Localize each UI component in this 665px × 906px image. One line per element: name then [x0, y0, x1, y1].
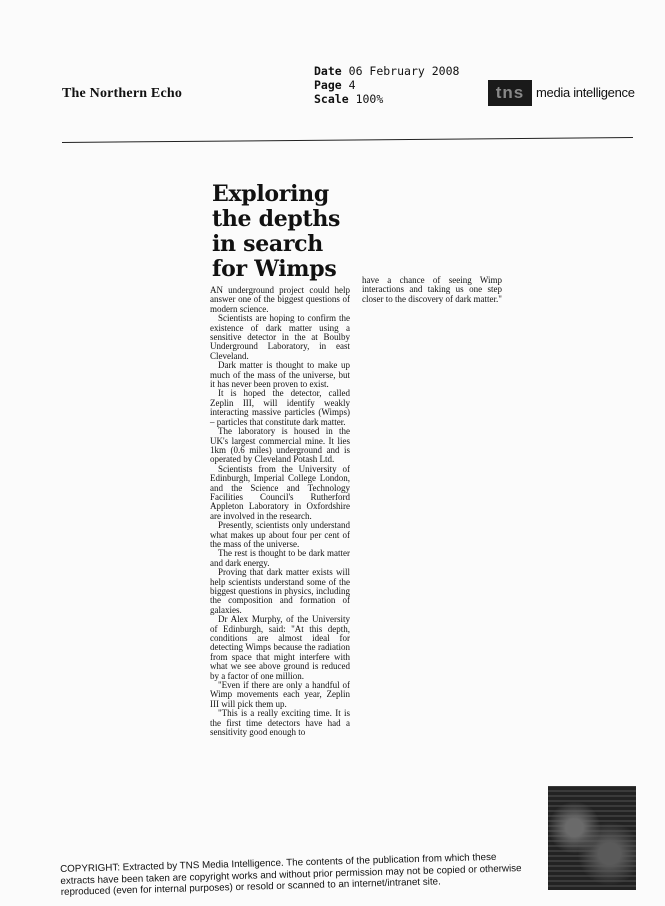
article-headline [212, 182, 372, 282]
tns-logo-text: media intelligence [536, 85, 635, 100]
article-paragraph: The laboratory is housed in the UK's largest commercial mine. It lies 1km (0.6 miles) underground and is operated by Cleveland Potash Ltd. [210, 426, 350, 465]
headline-line: the depths [212, 206, 341, 232]
scale-value: 100% [355, 92, 384, 106]
article-paragraph: have a chance of seeing Wimp interactions and taking us one step closer to the discovery of dark matter." [362, 275, 502, 304]
article-paragraph: Presently, scientists only understand what makes up about four per cent of the mass of the universe. [210, 520, 350, 549]
headline-line: for Wimps [212, 256, 337, 282]
scale-line: Scale 100% [314, 92, 384, 106]
page-line: Page 4 [314, 78, 356, 92]
tns-logo [488, 76, 633, 108]
tns-logo-mark: tns [488, 80, 532, 106]
article-paragraph: "This is a really exciting time. It is the first time detectors have had a sensitivity good enough to [210, 708, 350, 738]
article-column-1 [210, 286, 350, 738]
article-paragraph: Dr Alex Murphy, of the University of Edinburgh, said: "At this depth, conditions are almost ideal for detecting Wimps because the radiation from space that might interfere with what we see above ground is reduced by a factor of one million. [210, 614, 350, 681]
article-paragraph: The rest is thought to be dark matter and dark energy. [210, 548, 350, 568]
article-paragraph: "Even if there are only a handful of Wimp movements each year, Zeplin III will pick them up. [210, 680, 350, 709]
article-paragraph: Scientists from the University of Edinburgh, Imperial College London, and the Science and Technology Facilities Council's Rutherford Appleton Laboratory in Oxfordshire are involved in the research. [210, 463, 350, 521]
article-paragraph: Scientists are hoping to confirm the existence of dark matter using a sensitive detector in the at Boulby Underground Laboratory, in east Cleveland. [210, 313, 350, 361]
article-paragraph: Proving that dark matter exists will help scientists understand some of the biggest questions in physics, including the composition and formation of galaxies. [210, 567, 350, 615]
header-divider [62, 137, 633, 143]
article-paragraph: Dark matter is thought to make up much of the mass of the universe, but it has never been proven to exist. [210, 360, 350, 390]
page-value: 4 [348, 78, 356, 92]
thumbnail-photo [548, 786, 636, 890]
article-paragraph: AN underground project could help answer one of the biggest questions of modern science. [210, 285, 350, 314]
article-column-2 [362, 276, 502, 304]
clipping-meta [314, 64, 459, 106]
date-line: Date 06 February 2008 [314, 64, 460, 78]
headline-line: in search [212, 231, 323, 257]
headline-line: Exploring [212, 181, 329, 207]
article-paragraph: It is hoped the detector, called Zeplin III, will identify weakly interacting massive particles (Wimps) – particles that constitute dark matter. [210, 388, 350, 427]
date-value: 06 February 2008 [348, 64, 460, 78]
copyright-notice: COPYRIGHT: Extracted by TNS Media Intelligence. The contents of the publication from which these extracts have been taken are copyright works and without prior permission may not be copied or otherwise reproduced (even for internal purposes) or resold or scanned to an internet/intranet site. [60, 851, 522, 898]
publication-name: The Northern Echo [62, 86, 183, 101]
